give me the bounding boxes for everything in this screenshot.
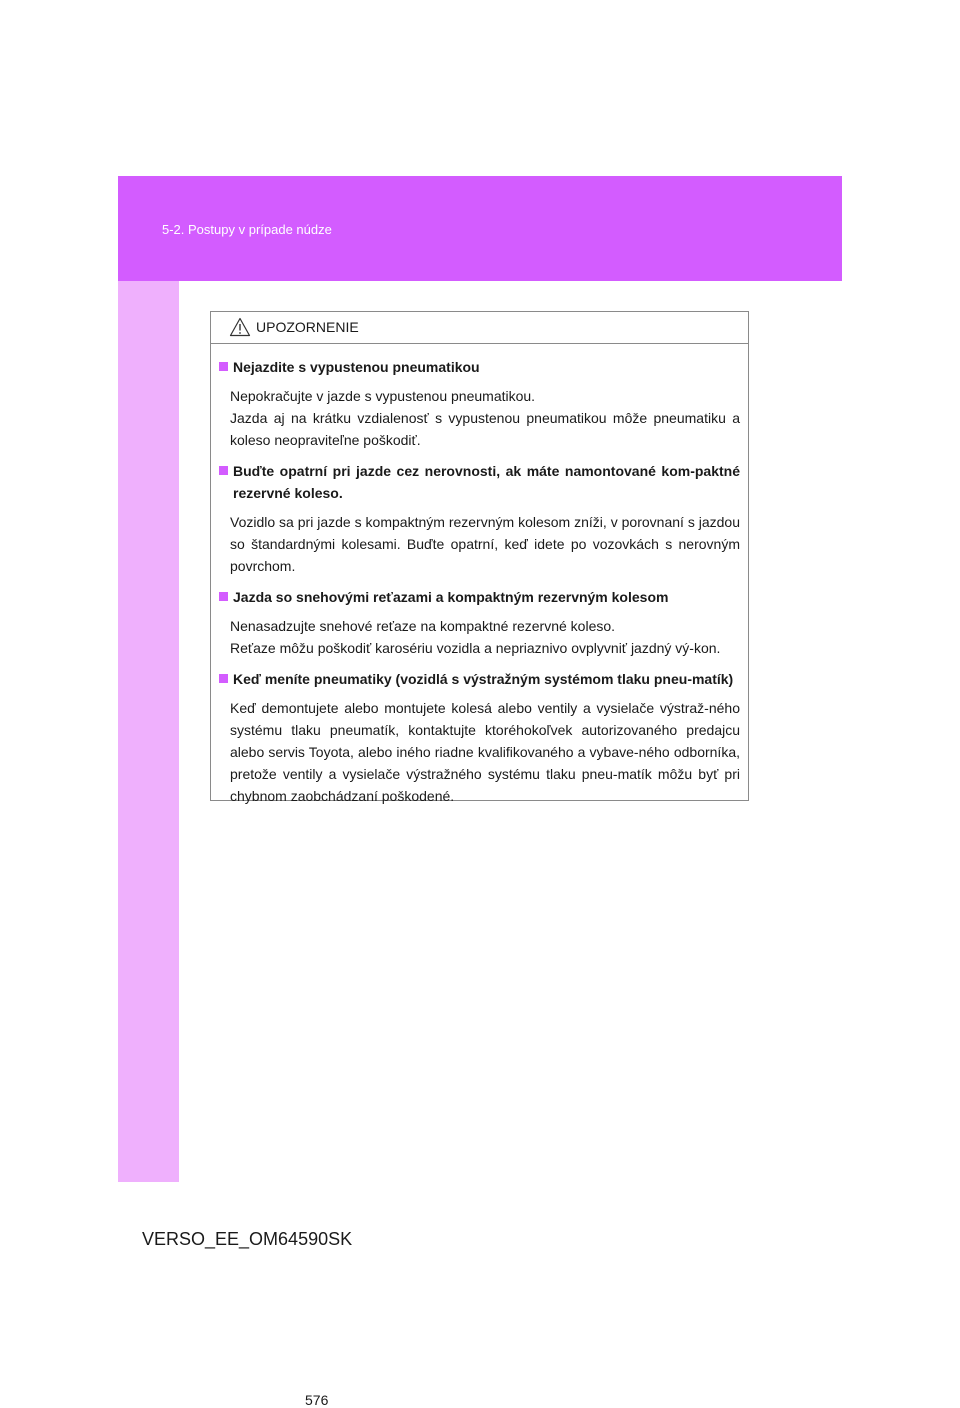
warning-item [219,586,740,659]
square-bullet-icon [219,592,228,601]
item-heading: Nejazdite s vypustenou pneumatikou [219,356,740,378]
document-code: VERSO_EE_OM64590SK [142,1229,353,1249]
item-heading: Keď meníte pneumatiky (vozidlá s výstražným systémom tlaku pneu-matík) [219,668,740,690]
warning-item [219,356,740,451]
item-text: Vozidlo sa pri jazde s kompaktným rezervným kolesom zníži, v porovnaní s jazdou so štandardnými kolesami. Buďte opatrní, keď idete po vozovkách s nerovným povrchom. [230,514,740,574]
warning-triangle-icon [229,317,251,337]
square-bullet-icon [219,362,228,371]
warning-item [219,668,740,807]
warning-item [219,460,740,577]
item-heading: Jazda so snehovými reťazami a kompaktným rezervným kolesom [219,586,740,608]
item-heading: Buďte opatrní pri jazde cez nerovnosti, ak máte namontované kom-paktné rezervné koleso. [219,460,740,504]
item-text: Nenasadzujte snehové reťaze na kompaktné rezervné koleso. Reťaze môžu poškodiť karosériu vozidla a nepriaznivo ovplyvniť jazdný vý-kon. [230,618,721,656]
warning-title: UPOZORNENIE [256,319,359,335]
item-text: Keď demontujete alebo montujete kolesá alebo ventily a vysielače výstraž-ného systému tlaku pneumatík, kontaktujte ktoréhokoľvek autorizovaného predajcu alebo servis Toyota, alebo iného riadne kvalifikovaného a vybave-ného odborníka, pretože ventily a vysielače výstražného systému tlaku pneu-matík môžu byť pri chybnom zaobchádzaní poškodené. [230,700,740,804]
section-header-band [118,176,842,281]
warning-box [210,311,749,804]
page-number: 576 [305,1392,329,1408]
warning-body [211,344,748,807]
warning-header [211,312,748,344]
section-title: 5-2. Postupy v prípade núdze [162,222,332,237]
item-text: Nepokračujte v jazde s vypustenou pneumatikou. Jazda aj na krátku vzdialenosť s vypustenou pneumatikou môže pneumatiku a koleso neopraviteľne poškodiť. [230,388,740,448]
square-bullet-icon [219,466,228,475]
square-bullet-icon [219,674,228,683]
